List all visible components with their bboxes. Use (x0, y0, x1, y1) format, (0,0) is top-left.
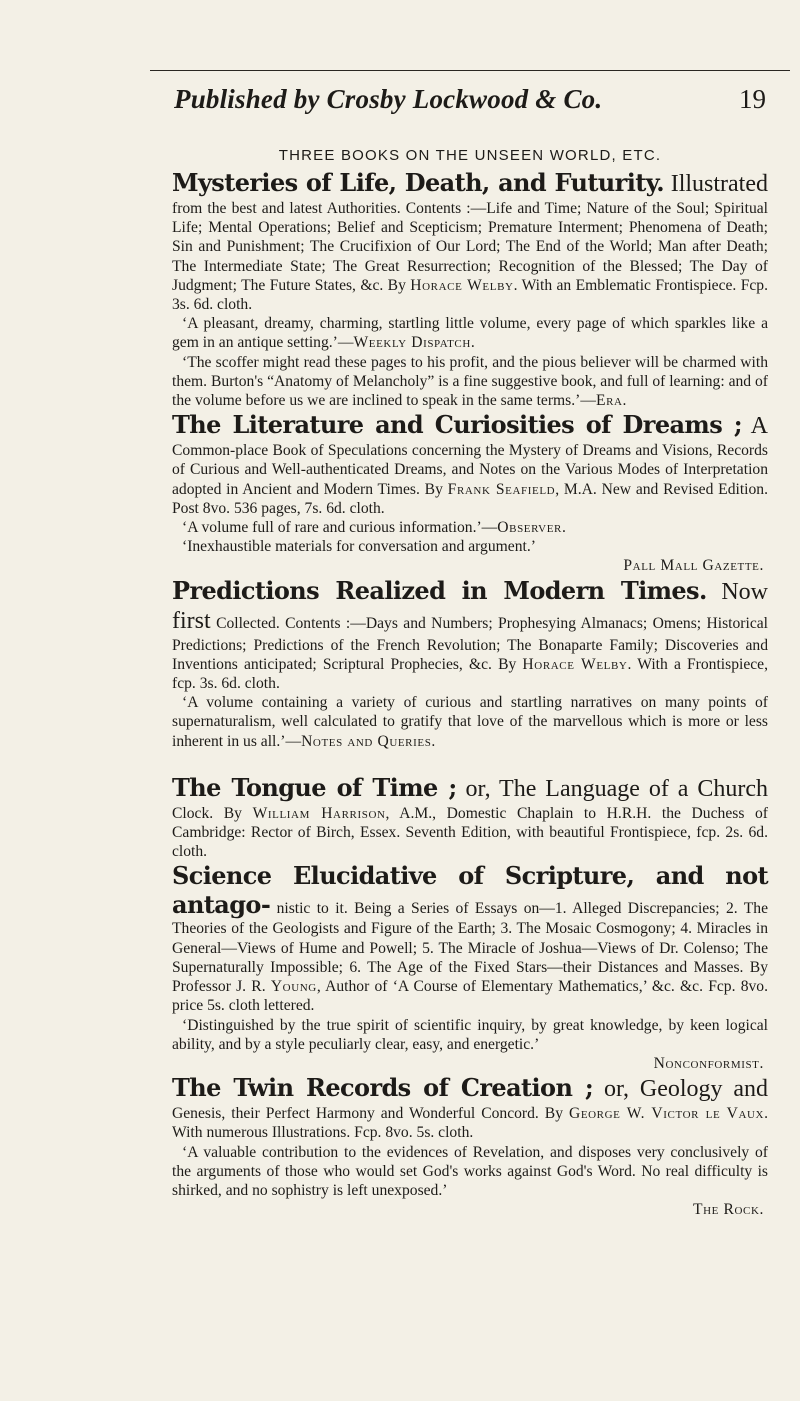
entry-title-rest: Illustrated (664, 171, 768, 197)
review-quote (172, 1143, 768, 1201)
section-heading: THREE BOOKS ON THE UNSEEN WORLD, ETC. (278, 147, 662, 164)
quote-source: Observer. (497, 519, 567, 537)
quote-text: ‘Inexhaustible materials for conversation and argument.’ (182, 538, 536, 556)
entry-description (172, 168, 768, 314)
entry-description (172, 576, 768, 694)
entry-description (172, 1073, 768, 1142)
entry-description (172, 861, 768, 1015)
quote-source: Era. (595, 392, 628, 410)
entry-title-rest: or, The Language of a Church (456, 775, 768, 802)
entry-title: The Literature and Curiosities of Dreams ; (172, 410, 743, 440)
entry-desc-end: , M.A. New and Revised Edition. Post 8vo. 536 pages, 7s. 6d. cloth. (172, 480, 768, 517)
entry-desc-end: . With numerous Illustrations. Fcp. 8vo. 5s. cloth. (172, 1105, 768, 1142)
entry-desc-end: . With an Emblematic Frontispiece. Fcp. 3s. 6d. cloth. (172, 276, 769, 314)
entry-desc-start: Common-place Book of Speculations concerning the Mystery of Dreams and Visions, Records of Curious and Well-authenticated Dreams, and Notes on the Various Modes of Interpretation adopted in Ancient and Modern Times. By (172, 442, 768, 498)
entry-title-rest: Now first (172, 578, 768, 634)
entry-author: William Harrison (252, 804, 386, 822)
entry-author: George W. Victor le Vaux (568, 1105, 765, 1123)
entry-desc-start: from the best and latest Authorities. Contents :—Life and Time; Nature of the Soul; Spiritual Life; Mental Operations; Belief and Scepticism; Premature Interment; Phenomena of Death; Sin and Punishment; The Crucifixion of Our Lord; The End of the World; Man after Death; The Intermediate State; The Great Resurrection; Recognition of the Blessed; The Day of Judgment; The Future States, &c. By (172, 200, 768, 294)
entry-title: The Twin Records of Creation ; (172, 1073, 594, 1103)
quote-source: Notes and Queries. (301, 732, 436, 750)
section-gap (172, 751, 768, 773)
quote-text: ‘A pleasant, dreamy, charming, startling little volume, every page of which sparkles like a gem in an antique setting.’— (172, 315, 768, 352)
quote-source-right: Nonconformist. (653, 1054, 764, 1072)
book-entry-science-scripture (172, 861, 768, 1073)
entry-desc-start: Clock. By (172, 804, 253, 822)
review-quote (172, 314, 768, 352)
entry-desc-end: . With a Frontispiece, fcp. 3s. 6d. cloth. (172, 655, 768, 693)
book-entry-mysteries (172, 168, 768, 410)
entry-title-rest: A (742, 413, 768, 440)
entry-desc-start: nistic to it. Being a Series of Essays on—1. Alleged Discrepancies; 2. The Theories of the Geologists and Figure of the Earth; 3. The Mosaic Cosmogony; 4. Miracles in General—Views of Hume and Powell; 5. The Miracle of Joshua—Views of Dr. Colenso; The Supernaturally Impossible; 6. The Age of the Fixed Stars—their Distances and Masses. By Professor J. R. (172, 900, 768, 996)
page-content (172, 147, 768, 1219)
quote-text: ‘The scoffer might read these pages to his profit, and the pious believer will be charmed with them. Burton's “Anatomy of Melancholy” is a fine suggestive book, and full of learning: and of the volume before us we are inclined to speak in the same terms.’— (172, 353, 768, 410)
header-rule (150, 70, 790, 71)
entry-description (172, 410, 768, 518)
review-quote (172, 537, 768, 556)
entry-title: Predictions Realized in Modern Times. (172, 575, 707, 605)
review-quote (172, 353, 768, 411)
entry-desc-start: Genesis, their Perfect Harmony and Wonderful Concord. By (172, 1105, 569, 1123)
quote-source: Weekly Dispatch. (353, 334, 476, 352)
entry-desc-start: Collected. Contents :—Days and Numbers; Prophesying Almanacs; Omens; Historical Predictions; Predictions of the French Revolution; The Bonaparte Family; Discoveries and Inventions anticipated; Scriptural Prophecies, &c. By (172, 614, 768, 673)
entry-title: Mysteries of Life, Death, and Futurity. (172, 168, 665, 197)
running-head: Published by Crosby Lockwood & Co. (174, 84, 603, 114)
quote-source-right: Pall Mall Gazette. (623, 557, 764, 575)
quote-text: ‘Distinguished by the true spirit of scientific inquiry, by great knowledge, by keen logical ability, and by a style peculiarly clear, easy, and energetic.’ (172, 1016, 768, 1053)
entry-title-rest: or, Geology and (593, 1076, 769, 1103)
entry-description (172, 773, 768, 862)
quote-source-right: The Rock. (692, 1201, 764, 1219)
entry-title: Science Elucidative of Scripture, and not antago- (172, 861, 768, 920)
review-quote (172, 1016, 768, 1054)
page-number: 19 (739, 84, 766, 114)
entry-author: Frank Seafield (447, 480, 556, 498)
quote-text: ‘A volume full of rare and curious information.’— (182, 519, 498, 537)
entry-author: Horace Welby (410, 276, 514, 294)
quote-text: ‘A volume containing a variety of curious and startling narratives on many points of supernaturalism, well calculated to gratify that love of the marvellous which is more or less inherent in us all.’— (172, 694, 768, 750)
book-entry-predictions (172, 576, 768, 751)
book-entry-twin-records (172, 1073, 768, 1219)
entry-author: Horace Welby (522, 655, 628, 673)
entry-title: The Tongue of Time ; (172, 772, 457, 802)
book-entry-tongue-of-time (172, 773, 768, 862)
review-quote (172, 518, 768, 537)
entry-desc-end: , Author of ‘A Course of Elementary Mathematics,’ &c. &c. Fcp. 8vo. price 5s. cloth lettered. (172, 978, 768, 1015)
page-header (170, 78, 770, 124)
entry-desc-end: , A.M., Domestic Chaplain to H.R.H. the Duchess of Cambridge: Rector of Birch, Essex. Seventh Edition, with beautiful Frontispiece, fcp. 2s. 6d. cloth. (172, 804, 768, 861)
book-entry-dreams (172, 410, 768, 575)
quote-text: ‘A valuable contribution to the evidences of Revelation, and disposes very conclusively of the arguments of those who would set God's works against God's Word. No real difficulty is shirked, and no sophistry is left unexposed.’ (172, 1143, 768, 1199)
entry-author: Young (270, 978, 317, 996)
review-quote (172, 693, 768, 751)
